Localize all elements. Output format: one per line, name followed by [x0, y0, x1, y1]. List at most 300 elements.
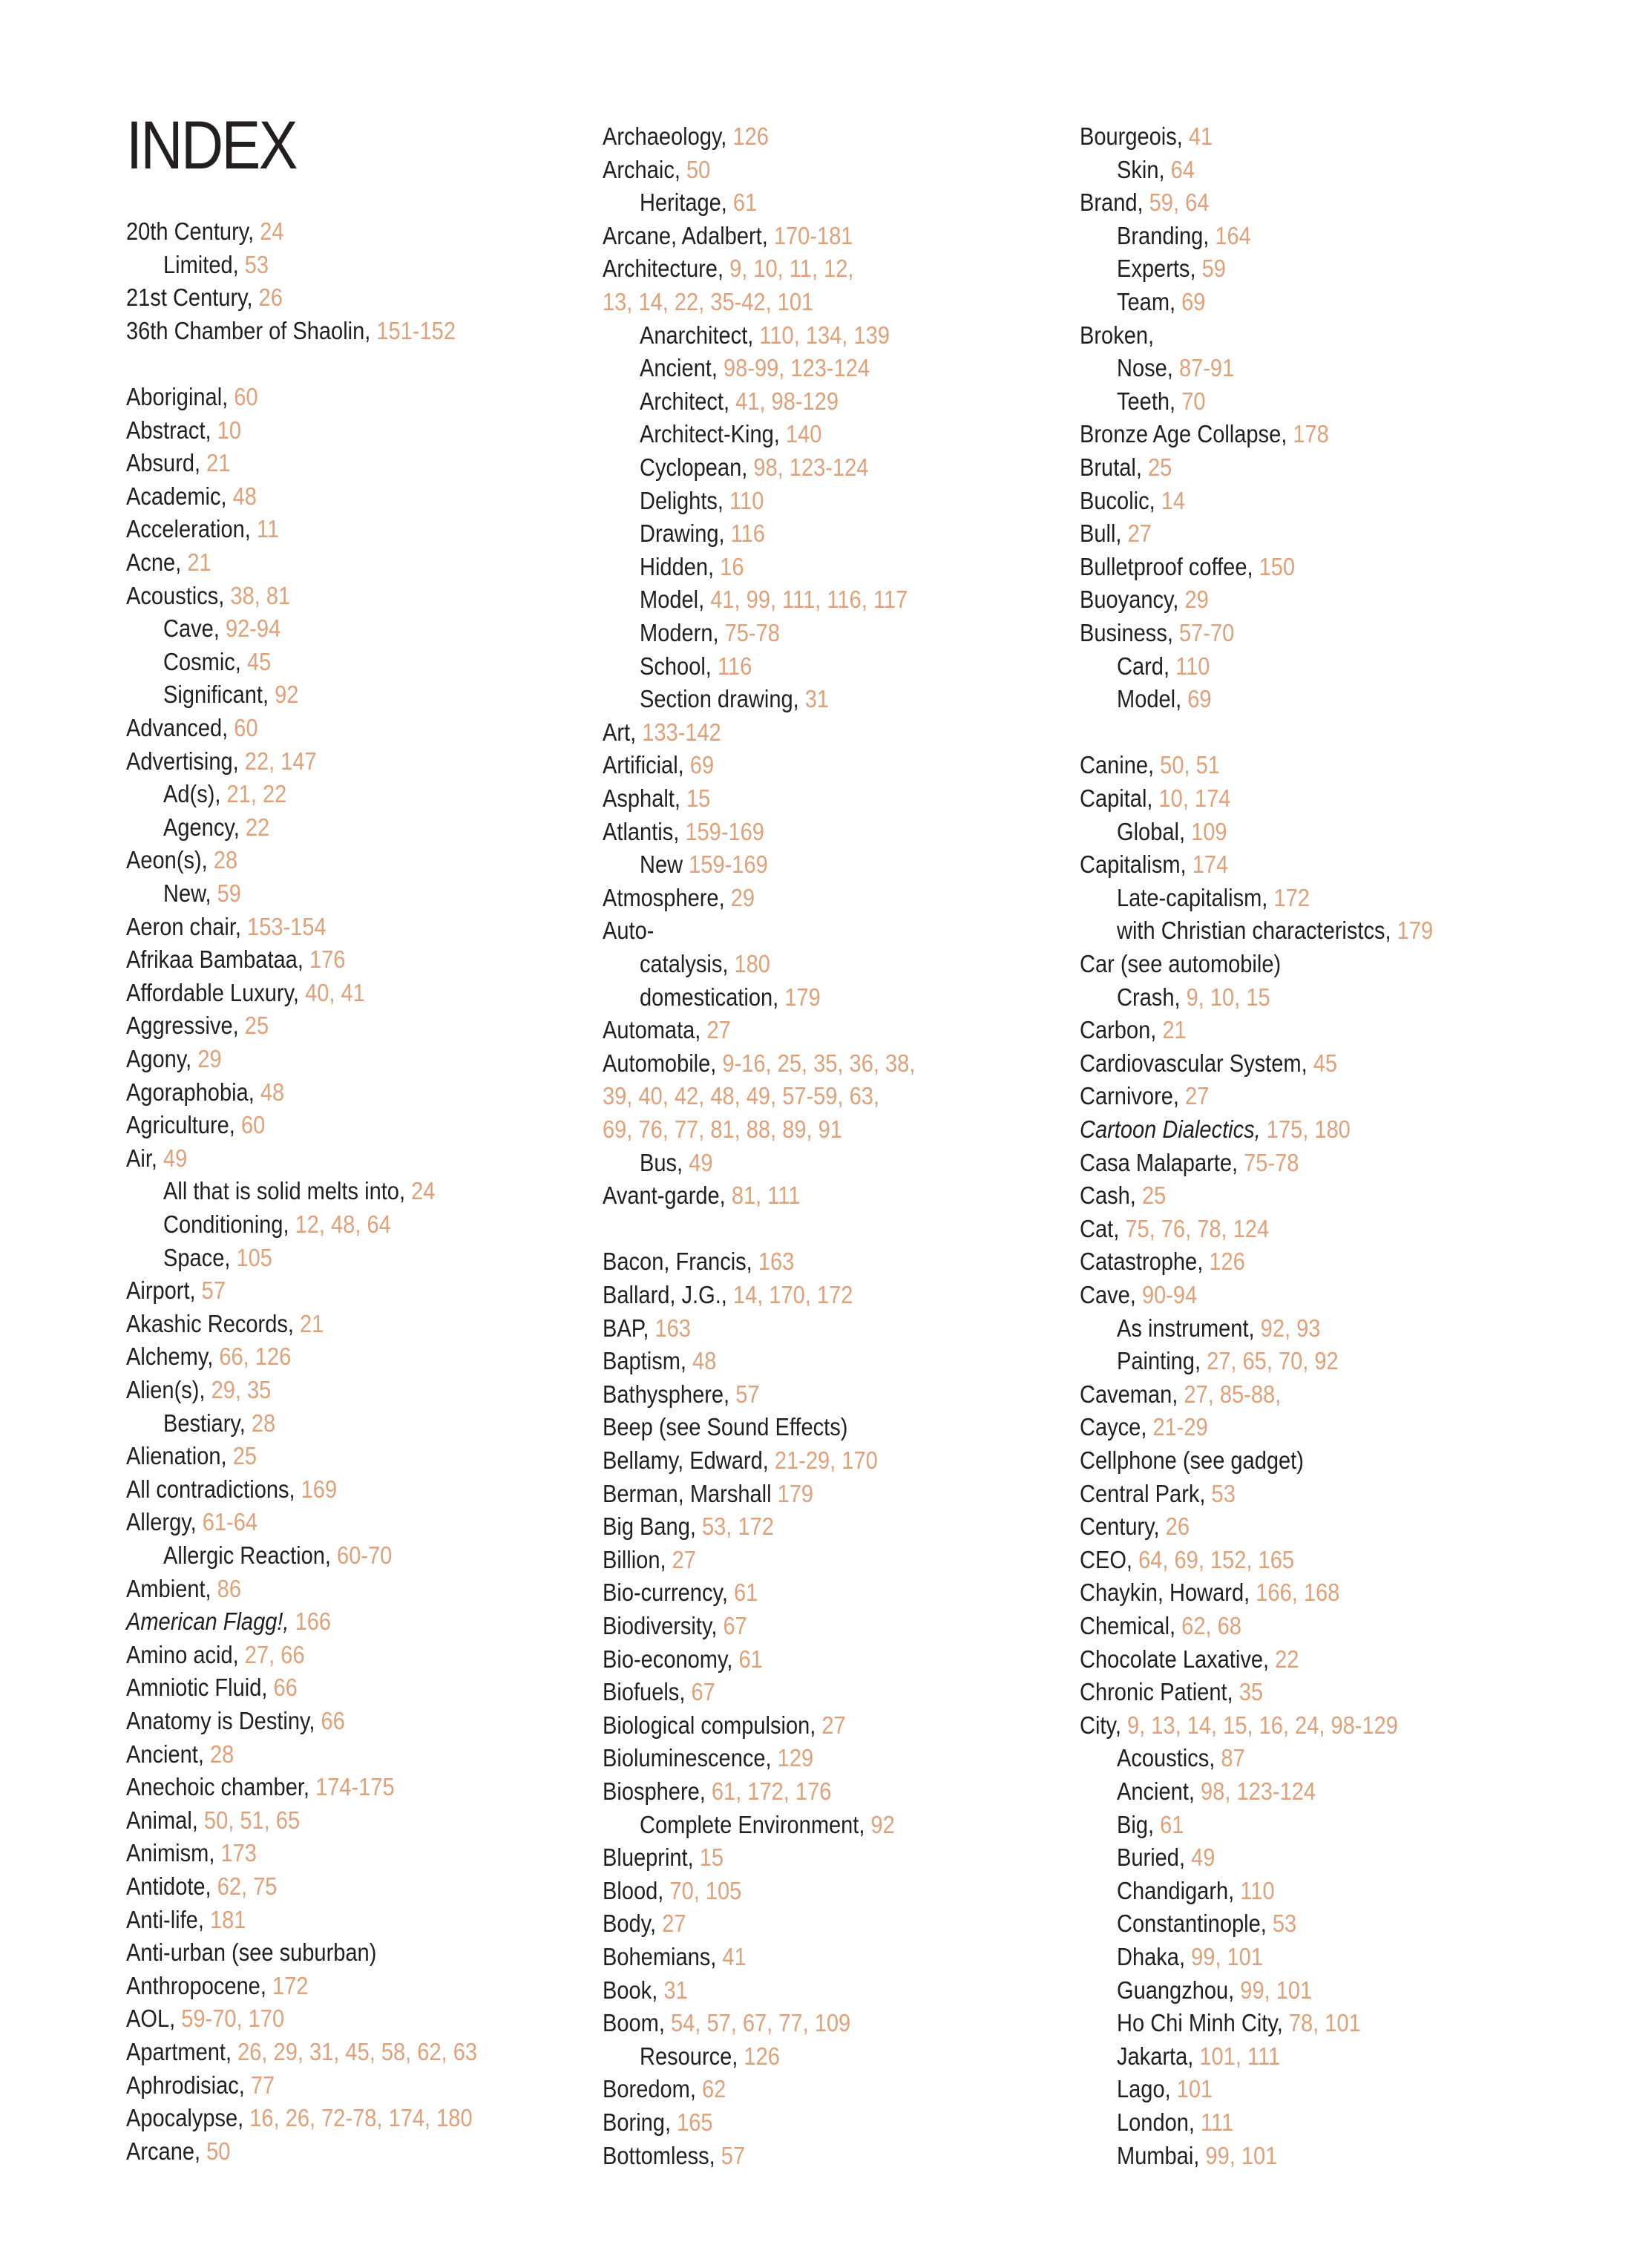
- index-subentry: [1117, 914, 1433, 947]
- page-references: 50, 51: [1160, 751, 1220, 779]
- page-references: 172: [1273, 883, 1310, 911]
- index-subentry: [163, 249, 269, 281]
- index-term: Complete Environment,: [640, 1810, 865, 1838]
- index-term: Section drawing,: [640, 685, 799, 713]
- page-references: 166: [295, 1607, 332, 1636]
- page-references: 166, 168: [1256, 1579, 1340, 1607]
- index-entry: [126, 480, 257, 513]
- index-term: Business,: [1080, 619, 1173, 646]
- page-references: 21: [1162, 1016, 1187, 1044]
- page-references: 126: [1209, 1248, 1245, 1276]
- index-subentry: [1117, 882, 1310, 914]
- index-term: Bio-currency,: [603, 1579, 728, 1607]
- index-subentry: [640, 583, 908, 616]
- index-entry: [126, 447, 230, 479]
- index-entry: [603, 120, 769, 153]
- index-entry: [603, 252, 853, 285]
- index-entry: [603, 1974, 688, 2007]
- index-term: Bellamy, Edward,: [603, 1446, 769, 1474]
- index-term: New,: [163, 879, 211, 907]
- index-term: Advanced,: [126, 714, 229, 741]
- index-term: Auto-: [603, 917, 655, 945]
- index-term: Air,: [126, 1144, 157, 1172]
- page-references: 69: [1181, 288, 1206, 315]
- index-entry: [126, 1804, 300, 1837]
- index-subentry: [1117, 1345, 1339, 1377]
- index-term: Experts,: [1117, 255, 1196, 283]
- index-term: Allergic Reaction,: [163, 1541, 331, 1569]
- page-references: 57: [735, 1380, 760, 1408]
- index-entry: [126, 1771, 395, 1803]
- index-term: Aphrodisiac,: [126, 2071, 245, 2099]
- index-entry: [1080, 1080, 1209, 1112]
- index-entry: [126, 2002, 284, 2035]
- page-references: 62, 68: [1181, 1612, 1241, 1639]
- page-references: 12, 48, 64: [295, 1210, 391, 1238]
- index-term: Ambient,: [126, 1574, 211, 1602]
- index-term: Drawing,: [640, 520, 725, 548]
- page-references: 70: [1181, 387, 1206, 415]
- page-references: 16: [720, 552, 744, 580]
- page-references: 49: [1191, 1843, 1216, 1872]
- page-references: 45: [246, 647, 272, 675]
- page-references: 48: [232, 482, 257, 510]
- page-references: 13, 14, 22, 35-42, 101: [603, 288, 814, 315]
- index-entry: [126, 2036, 477, 2068]
- page-references: 69: [1187, 685, 1212, 713]
- page-references: 75-78: [724, 619, 780, 646]
- index-term: Berman, Marshall: [603, 1479, 772, 1507]
- index-term: Billion,: [603, 1545, 666, 1573]
- page-references: 59: [1201, 255, 1226, 283]
- index-entry: [126, 1274, 226, 1307]
- index-term: Agency,: [163, 813, 240, 841]
- index-term: Chemical,: [1080, 1612, 1176, 1639]
- page-references: 60: [234, 383, 258, 410]
- index-term: Abstract,: [126, 416, 211, 444]
- index-term: Model,: [640, 586, 705, 614]
- index-entry: [126, 1440, 257, 1472]
- index-term: Bioluminescence,: [603, 1744, 772, 1772]
- index-term: Asphalt,: [603, 784, 680, 812]
- index-term: Atmosphere,: [603, 883, 725, 911]
- page-references: 78, 101: [1288, 2009, 1361, 2037]
- index-term: Aeron chair,: [126, 912, 241, 940]
- index-term: Archaeology,: [603, 122, 727, 150]
- index-term: Broken,: [1080, 321, 1155, 349]
- index-term: Academic,: [126, 482, 227, 510]
- index-entry: [1080, 848, 1228, 881]
- page-references: 110: [729, 486, 764, 514]
- index-term: Bulletproof coffee,: [1080, 552, 1253, 580]
- index-term: Bus,: [640, 1148, 683, 1176]
- index-entry: [1080, 1047, 1337, 1080]
- page-references: 116: [717, 652, 752, 680]
- index-entry: [603, 154, 710, 186]
- index-term: Acceleration,: [126, 515, 251, 543]
- index-entry: [126, 513, 279, 545]
- page-references: 61: [738, 1645, 763, 1673]
- index-term: New: [640, 850, 683, 879]
- page-references: 126: [732, 122, 769, 150]
- page-references: 59, 64: [1149, 189, 1210, 217]
- index-entry: [126, 1573, 241, 1605]
- index-term: Cartoon Dialectics,: [1080, 1115, 1261, 1143]
- index-term: Canine,: [1080, 751, 1155, 779]
- index-term: All contradictions,: [126, 1475, 295, 1503]
- page-references: 27, 85-88,: [1184, 1380, 1282, 1408]
- index-term: Acne,: [126, 548, 182, 576]
- page-references: 25: [1141, 1181, 1167, 1210]
- page-references: 24: [260, 217, 284, 245]
- page-references: 179: [777, 1479, 814, 1507]
- page-references: 62: [701, 2075, 726, 2103]
- page-references: 92, 93: [1260, 1314, 1321, 1342]
- index-term: Skin,: [1117, 155, 1165, 183]
- index-entry: [126, 1142, 187, 1175]
- index-term: Architect,: [640, 387, 730, 415]
- index-term: Chronic Patient,: [1080, 1678, 1233, 1706]
- index-term: Advertising,: [126, 747, 239, 775]
- index-term: Resource,: [640, 2042, 738, 2070]
- index-entry: [1080, 551, 1295, 583]
- index-term: Bio-economy,: [603, 1645, 733, 1673]
- index-entry: [1080, 1576, 1339, 1609]
- index-term: Big,: [1117, 1810, 1155, 1838]
- page-references: 90-94: [1141, 1281, 1198, 1308]
- index-term: Ballard, J.G.,: [603, 1281, 727, 1308]
- page-references: 22: [245, 813, 270, 841]
- page-references: 99, 101: [1205, 2141, 1278, 2169]
- index-subentry: [1117, 154, 1195, 186]
- index-term: Akashic Records,: [126, 1309, 294, 1337]
- index-term: Ancient,: [1117, 1777, 1195, 1805]
- page-references: 175, 180: [1266, 1115, 1351, 1143]
- index-term: Chaykin, Howard,: [1080, 1579, 1250, 1607]
- index-entry: [126, 1870, 277, 1903]
- page-references: 11: [256, 515, 280, 543]
- page-references: 99, 101: [1240, 1976, 1313, 2004]
- page-references: 9-16, 25, 35, 36, 38,: [722, 1049, 916, 1077]
- index-subentry: [163, 1208, 391, 1241]
- index-entry: [1080, 1610, 1241, 1642]
- index-subentry: [1117, 2140, 1277, 2172]
- index-entry: [603, 1510, 774, 1543]
- index-subentry: [1117, 1312, 1320, 1345]
- index-term: Cat,: [1080, 1214, 1120, 1242]
- page-references: 163: [655, 1314, 691, 1342]
- index-subentry: [163, 778, 286, 810]
- index-entry: [603, 1742, 813, 1774]
- index-term: Cave,: [163, 614, 220, 643]
- page-references: 66, 126: [219, 1343, 292, 1371]
- page-references: 14: [1161, 486, 1186, 514]
- page-references: 61: [733, 1579, 758, 1607]
- index-term: Alchemy,: [126, 1343, 214, 1371]
- index-term: Automobile,: [603, 1049, 717, 1077]
- index-term: Biodiversity,: [603, 1612, 718, 1639]
- index-term: Absurd,: [126, 449, 201, 477]
- page-references: 174-175: [315, 1773, 395, 1801]
- index-entry: [1080, 1444, 1304, 1477]
- page-references: 21-29, 170: [774, 1446, 878, 1474]
- page-references: 179: [784, 983, 821, 1011]
- page-title: INDEX: [126, 108, 296, 183]
- index-subentry: [1117, 1907, 1296, 1940]
- index-subentry: [640, 1809, 895, 1841]
- index-entry: [603, 1312, 691, 1345]
- index-entry: [1080, 186, 1209, 219]
- index-entry: [126, 745, 317, 778]
- index-entry: [1080, 517, 1152, 550]
- page-references: 110: [1240, 1876, 1275, 1904]
- index-term: Cellphone (see gadget): [1080, 1446, 1304, 1474]
- index-entry: [126, 1671, 298, 1704]
- index-subentry: [1117, 1941, 1263, 1973]
- index-entry: [603, 1941, 747, 1973]
- index-term: Capital,: [1080, 784, 1153, 812]
- index-entry: [126, 1738, 234, 1771]
- index-entry: [603, 2073, 726, 2105]
- index-term: Airport,: [126, 1276, 196, 1305]
- index-term: Cave,: [1080, 1281, 1136, 1308]
- index-term: Delights,: [640, 486, 724, 514]
- page-references: 28: [210, 1740, 234, 1768]
- index-entry: [603, 1709, 846, 1742]
- page-references: 69: [689, 751, 715, 779]
- index-entry: [1080, 1411, 1208, 1443]
- index-term: Beep (see Sound Effects): [603, 1413, 848, 1441]
- index-term: Biofuels,: [603, 1678, 686, 1706]
- page-references: 27: [662, 1910, 686, 1938]
- index-term: Bottomless,: [603, 2141, 715, 2169]
- page-references: 105: [236, 1243, 272, 1271]
- page-references: 172: [272, 1971, 309, 1999]
- index-entry: [603, 1047, 915, 1080]
- index-term: Blueprint,: [603, 1843, 694, 1872]
- index-entry: [603, 1576, 758, 1609]
- index-term: Afrikaa Bambataa,: [126, 945, 304, 974]
- page-references: 61: [732, 189, 758, 217]
- index-subentry: [640, 981, 821, 1014]
- index-term: Ho Chi Minh City,: [1117, 2009, 1283, 2037]
- index-term: Acoustics,: [1117, 1744, 1216, 1772]
- page-references: 29, 35: [211, 1376, 272, 1403]
- page-references: 9, 10, 11, 12,: [729, 255, 854, 283]
- page-references: 126: [744, 2042, 780, 2070]
- index-entry: [126, 414, 241, 447]
- index-entry: [603, 220, 853, 252]
- index-subentry: [1117, 981, 1270, 1014]
- index-entry: [126, 943, 345, 976]
- page-references: 57-70: [1178, 619, 1235, 646]
- index-term: Allergy,: [126, 1508, 197, 1536]
- index-entry: [603, 1378, 760, 1411]
- page-references: 21-29: [1152, 1413, 1208, 1441]
- page-references: 27: [706, 1016, 731, 1044]
- index-term: Brutal,: [1080, 453, 1142, 481]
- page-references: 98-99, 123-124: [724, 354, 870, 382]
- page-references: 92: [275, 681, 299, 709]
- index-entry: [1080, 1179, 1166, 1212]
- index-term: Branding,: [1117, 221, 1210, 249]
- index-term: All that is solid melts into,: [163, 1177, 406, 1205]
- index-term: Boredom,: [603, 2075, 696, 2103]
- index-entry: [1080, 1478, 1236, 1510]
- index-subentry: [1117, 1841, 1215, 1874]
- index-entry: [1080, 1213, 1269, 1245]
- index-subentry: [640, 1147, 713, 1179]
- index-term: Boring,: [603, 2108, 672, 2136]
- index-entry: [1080, 1643, 1299, 1676]
- index-term: Ancient,: [640, 354, 718, 382]
- index-term: Anarchitect,: [640, 321, 754, 349]
- page-references: 49: [689, 1148, 713, 1176]
- index-subentry: [1117, 2007, 1361, 2039]
- index-subentry: [1117, 2106, 1233, 2139]
- page-references: 10, 174: [1158, 784, 1231, 812]
- page-references: 66: [321, 1707, 345, 1734]
- page-references: 61: [1160, 1810, 1184, 1838]
- page-references: 59-70, 170: [181, 2005, 285, 2033]
- index-term: Carbon,: [1080, 1016, 1157, 1044]
- index-term: Conditioning,: [163, 1210, 289, 1238]
- index-entry: [126, 1705, 345, 1737]
- page-references: 159-169: [685, 817, 764, 845]
- page-references: 53: [244, 250, 269, 278]
- index-term: Bathysphere,: [603, 1380, 730, 1408]
- index-term: Bohemians,: [603, 1943, 717, 1970]
- index-term: Body,: [603, 1910, 657, 1938]
- page-references: 27, 66: [244, 1640, 305, 1668]
- page-references: 67: [691, 1678, 715, 1706]
- page-references: 77: [250, 2071, 275, 2099]
- page-references: 26: [1165, 1512, 1190, 1541]
- index-entry: [603, 1345, 716, 1377]
- index-term: Biological compulsion,: [603, 1711, 816, 1739]
- page-references: 57: [721, 2141, 746, 2169]
- index-term: Bull,: [1080, 520, 1122, 548]
- index-term: Chandigarh,: [1117, 1876, 1235, 1904]
- index-entry: [603, 782, 710, 815]
- index-entry: [603, 1179, 800, 1212]
- index-subentry: [163, 1175, 435, 1207]
- page-references: 87-91: [1178, 354, 1235, 382]
- page-references: 29: [1184, 586, 1209, 614]
- index-subentry: [640, 551, 744, 583]
- index-entry: [1080, 1676, 1263, 1708]
- index-entry: [1080, 418, 1329, 450]
- index-term: Alienation,: [126, 1442, 227, 1470]
- index-subentry: [1117, 220, 1251, 252]
- index-entry: [1080, 1245, 1245, 1278]
- index-term: Arcane, Adalbert,: [603, 221, 768, 249]
- page-references: 24: [411, 1177, 436, 1205]
- index-entry: [603, 2106, 713, 2139]
- index-term: Blood,: [603, 1876, 664, 1904]
- page-references: 64: [1170, 155, 1195, 183]
- index-term: Chocolate Laxative,: [1080, 1645, 1270, 1673]
- index-term: Aggressive,: [126, 1012, 239, 1040]
- index-term: Acoustics,: [126, 581, 225, 609]
- index-subentry: [640, 385, 839, 418]
- page-references: 27: [1185, 1082, 1210, 1110]
- page-references: 50: [206, 2137, 231, 2165]
- page-references: 41: [1188, 122, 1213, 150]
- index-term: Avant-garde,: [603, 1181, 726, 1210]
- index-term: Card,: [1117, 652, 1170, 680]
- index-term: Biosphere,: [603, 1777, 706, 1805]
- index-entry: [603, 1544, 696, 1576]
- page-references: 70, 105: [669, 1876, 742, 1904]
- page-references: 15: [699, 1843, 724, 1872]
- index-term: Team,: [1117, 288, 1176, 315]
- index-term: Baptism,: [603, 1347, 686, 1375]
- index-subentry: [1117, 816, 1227, 848]
- index-subentry: [640, 485, 764, 517]
- page-references: 151-152: [376, 316, 456, 344]
- index-subentry: [640, 948, 770, 980]
- index-entry: [126, 2102, 473, 2134]
- index-term: Brand,: [1080, 189, 1144, 217]
- index-term: Car (see automobile): [1080, 950, 1282, 977]
- index-term: Boom,: [603, 2009, 665, 2037]
- index-term: 21st Century,: [126, 284, 253, 312]
- index-entry: [126, 1837, 257, 1869]
- index-term: Bacon, Francis,: [603, 1248, 752, 1276]
- page-references: 60-70: [337, 1541, 393, 1569]
- index-entry: [1080, 948, 1281, 980]
- index-entry: [126, 1308, 324, 1340]
- page-references: 75-78: [1244, 1148, 1299, 1176]
- index-term: BAP,: [603, 1314, 649, 1342]
- index-entry: [126, 1043, 222, 1075]
- index-entry: [1080, 1279, 1197, 1311]
- index-entry: [603, 1444, 878, 1477]
- page-references: 174: [1192, 850, 1229, 879]
- page-references: 53: [1211, 1479, 1236, 1507]
- index-subentry: [1117, 2073, 1213, 2105]
- page-references: 133-142: [642, 718, 721, 746]
- page-references: 116: [730, 520, 765, 548]
- index-entry: [1080, 1147, 1299, 1179]
- index-term: Arcane,: [126, 2137, 201, 2165]
- page-references: 101, 111: [1199, 2042, 1281, 2070]
- page-references: 31: [663, 1976, 688, 2004]
- page-references: 50: [686, 155, 711, 183]
- index-entry: [1080, 120, 1213, 153]
- index-subentry: [163, 612, 281, 645]
- page-references: 39, 40, 42, 48, 49, 57-59, 63,: [603, 1082, 879, 1110]
- page-references: 60: [240, 1111, 266, 1139]
- index-entry: [1080, 617, 1234, 649]
- index-term: Century,: [1080, 1512, 1160, 1541]
- page-references: 21: [206, 449, 231, 477]
- index-entry: [1080, 749, 1220, 781]
- index-term: As instrument,: [1117, 1314, 1255, 1342]
- index-subentry: [640, 319, 890, 352]
- page-references: 140: [785, 420, 822, 448]
- index-entry: [603, 1245, 794, 1278]
- index-term: domestication,: [640, 983, 779, 1011]
- index-entry: [126, 911, 327, 943]
- index-term: 36th Chamber of Shaolin,: [126, 316, 371, 344]
- index-term: Amino acid,: [126, 1640, 239, 1668]
- page-references: 40, 41: [305, 978, 365, 1006]
- index-term: Ad(s),: [163, 780, 221, 808]
- page-references: 54, 57, 67, 77, 109: [671, 2009, 851, 2037]
- index-term: Catastrophe,: [1080, 1248, 1204, 1276]
